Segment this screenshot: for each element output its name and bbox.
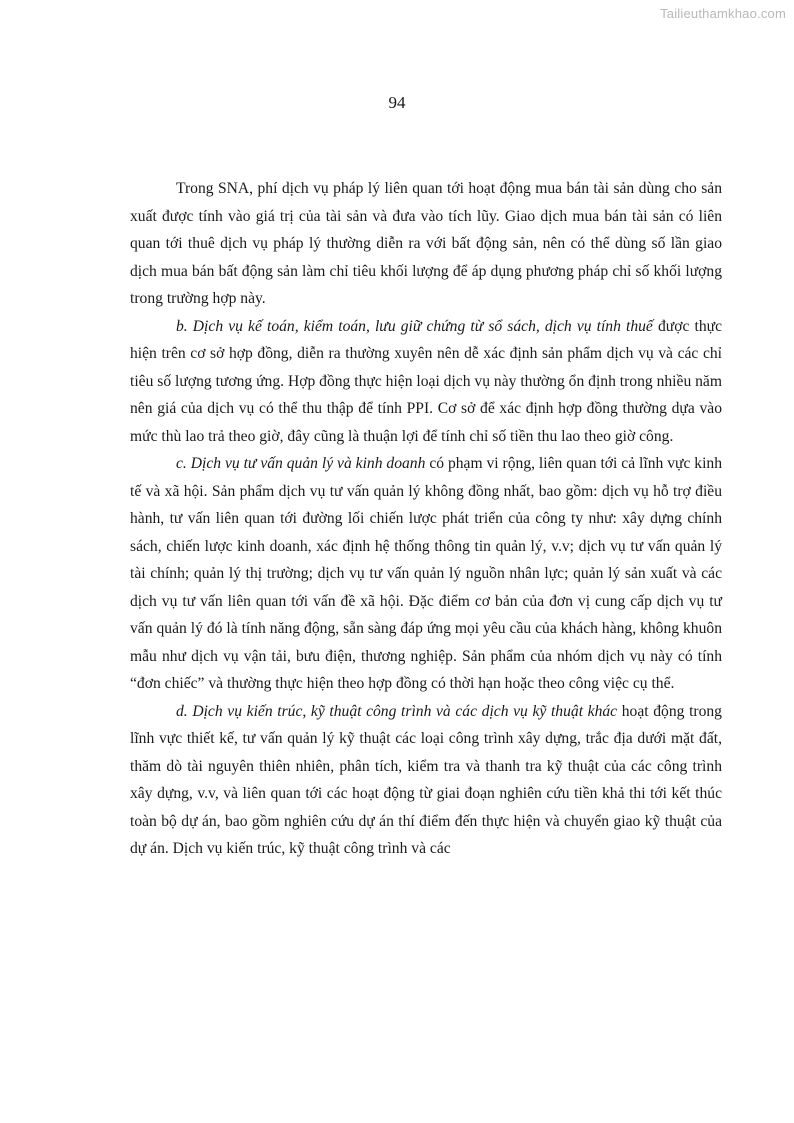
paragraph-text: có phạm vi rộng, liên quan tới cả lĩnh vực kinh tế và xã hội. Sản phẩm dịch vụ tư vấn quản lý không đồng nhất, bao gồm: dịch vụ hỗ trợ điều hành, tư vấn liên quan tới đường lối chiến lược phát triển của công ty như: xây dựng chính sách, chiến lược kinh doanh, xác định hệ thống thông tin quản lý, v.v; dịch vụ tư vấn quản lý tài chính; quản lý thị trường; dịch vụ tư vấn quản lý nguồn nhân lực; quản lý sản xuất và các dịch vụ tư vấn liên quan tới vấn đề xã hội. Đặc điểm cơ bản của đơn vị cung cấp dịch vụ tư vấn quản lý đó là tính năng động, sẵn sàng đáp ứng mọi yêu cầu của khách hàng, không khuôn mẫu như dịch vụ vận tải, bưu điện, thương nghiệp. Sản phẩm của nhóm dịch vụ này có tính “đơn chiếc” và thường thực hiện theo hợp đồng có thời hạn hoặc theo công việc cụ thể. [130,455,723,692]
document-body [130,175,722,863]
paragraph-italic-lead: b. Dịch vụ kế toán, kiểm toán, lưu giữ chứng từ sổ sách, dịch vụ tính thuế [176,317,653,335]
paragraph-accounting-services [130,313,722,451]
paragraph-sna-legal-services [130,175,722,313]
paragraph-management-consulting [130,450,722,698]
page-number: 94 [388,93,406,112]
paragraph-text: Trong SNA, phí dịch vụ pháp lý liên quan tới hoạt động mua bán tài sản dùng cho sản xuất được tính vào giá trị của tài sản và đưa vào tích lũy. Giao dịch mua bán tài sản có liên quan tới thuê dịch vụ pháp lý thường diễn ra với bất động sản, nên có thể dùng số lần giao dịch mua bán bất động sản làm chỉ tiêu khối lượng để áp dụng phương pháp chỉ số khối lượng trong trường hợp này. [130,180,722,307]
paragraph-text: được thực hiện trên cơ sở hợp đồng, diễn ra thường xuyên nên dễ xác định sản phẩm dịch vụ và các chỉ tiêu số lượng tương ứng. Hợp đồng thực hiện loại dịch vụ này thường ổn định trong nhiều năm nên giá của dịch vụ có thể thu thập để tính PPI. Cơ sở để xác định hợp đồng thường dựa vào mức thù lao trả theo giờ, đây cũng là thuận lợi để tính chỉ số tiền thu lao theo giờ công. [130,317,722,445]
paragraph-architecture-engineering [130,698,722,863]
paragraph-text: hoạt động trong lĩnh vực thiết kế, tư vấn quản lý kỹ thuật các loại công trình xây dựng, trắc địa dưới mặt đất, thăm dò tài nguyên thiên nhiên, phân tích, kiểm tra và thanh tra kỹ thuật của các công trình xây dựng, v.v, và liên quan tới các hoạt động từ giai đoạn nghiên cứu tiền khả thi tới kết thúc toàn bộ dự án, bao gồm nghiên cứu dự án thí điểm đến thực hiện và chuyển giao kỹ thuật của dự án. Dịch vụ kiến trúc, kỹ thuật công trình và các [130,702,722,857]
paragraph-italic-lead: c. Dịch vụ tư vấn quản lý và kinh doanh [176,455,426,472]
site-watermark: Tailieuthamkhao.com [660,6,786,21]
paragraph-italic-lead: d. Dịch vụ kiến trúc, kỹ thuật công trình và các dịch vụ kỹ thuật khác [176,702,618,720]
